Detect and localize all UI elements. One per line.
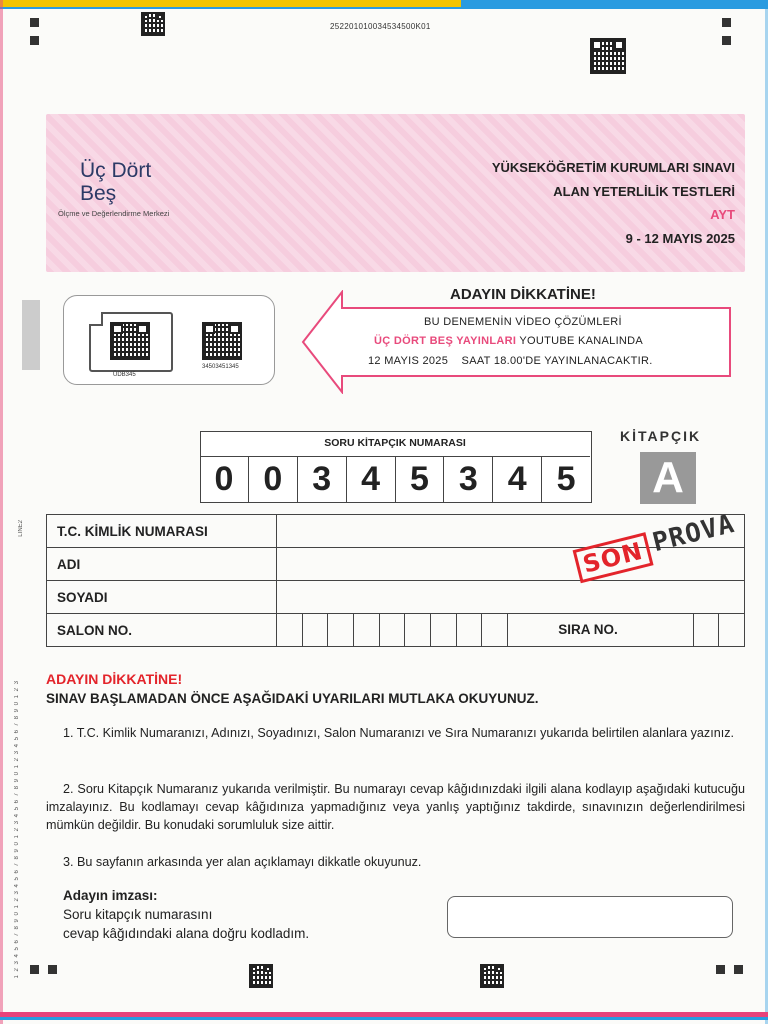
stamp-prova: PROVA [649, 508, 738, 559]
signature-line1: Soru kitapçık numarasını [63, 907, 213, 922]
form-row [47, 581, 745, 614]
surname-field[interactable] [277, 581, 745, 614]
registration-mark [30, 18, 39, 27]
signature-line2: cevap kâğıdındaki alana doğru kodladım. [63, 926, 310, 941]
document-code: 252201010034534500K01 [330, 22, 431, 31]
notice-line2-rest: YOUTUBE KANALINDA [519, 335, 644, 347]
side-numbers: 1 2 3 4 5 6 7 8 9 0 1 2 3 4 5 6 7 8 9 0 1 2 3 4 5 6 7 8 9 0 1 2 3 4 5 6 7 8 9 0 1 2 3 [14, 680, 20, 979]
publisher-name: ÜÇ DÖRT BEŞ YAYINLARI [374, 335, 517, 347]
booklet-type-letter: A [640, 452, 696, 504]
exam-name: YÜKSEKÖĞRETİM KURUMLARI SINAVI [491, 160, 735, 175]
surname-label: SOYADI [47, 581, 277, 614]
bottom-blue-bar [0, 1017, 768, 1020]
qr-code-icon [141, 12, 165, 36]
left-edge-mark [0, 0, 3, 1024]
salon-cells [277, 614, 744, 646]
logo-text: Üç Dört [80, 159, 152, 182]
warning-item-3 [46, 853, 745, 871]
booklet-digits [200, 456, 590, 502]
salon-cell[interactable] [457, 614, 483, 646]
warnings-subtitle: SINAV BAŞLAMADAN ÖNCE AŞAĞIDAKİ UYARILARI MUTLAKA OKUYUNUZ. [46, 691, 539, 706]
side-code: LINE2 [18, 520, 24, 537]
registration-mark [722, 18, 731, 27]
booklet-digit: 5 [396, 457, 445, 502]
top-color-bar [0, 0, 768, 7]
salon-cell[interactable] [380, 614, 406, 646]
qr-code-icon [590, 38, 626, 74]
exam-date: 9 - 12 MAYIS 2025 [625, 231, 735, 246]
booklet-number-label: SORU KİTAPÇIK NUMARASI [324, 437, 466, 449]
salon-cell[interactable] [354, 614, 380, 646]
warning-item-1 [46, 724, 745, 742]
registration-mark [716, 965, 725, 974]
salon-cell[interactable] [405, 614, 431, 646]
logo-line2: Beş [80, 182, 117, 205]
logo-subtitle: Ölçme ve Değerlendirme Merkezi [58, 209, 170, 218]
sira-label: SIRA NO. [558, 622, 618, 637]
warnings-title: ADAYIN DİKKATİNE! [46, 671, 183, 687]
salon-field[interactable] [277, 614, 745, 647]
salon-cell[interactable] [303, 614, 329, 646]
qr-code-icon [249, 964, 273, 988]
warning-item-2 [46, 780, 745, 834]
signature-box[interactable] [447, 896, 733, 938]
registration-mark [48, 965, 57, 974]
card-number: 34503451345 [202, 364, 239, 370]
tc-label: T.C. KİMLİK NUMARASI [47, 515, 277, 548]
qr-code-icon [110, 322, 150, 360]
notice-title: ADAYIN DİKKATİNE! [450, 286, 596, 303]
salon-cell[interactable] [277, 614, 303, 646]
side-gray-mark [22, 300, 40, 370]
registration-mark [30, 965, 39, 974]
name-label: ADI [47, 548, 277, 581]
signature-title: Adayın imzası: [63, 888, 158, 903]
registration-mark [722, 36, 731, 45]
booklet-digit: 5 [556, 460, 576, 498]
logo-line1 [80, 160, 151, 181]
sira-cell[interactable] [719, 614, 744, 646]
salon-label: SALON NO. [47, 614, 277, 647]
booklet-digit: 4 [493, 457, 542, 502]
warning-text: 1. T.C. Kimlik Numaranızı, Adınızı, Soyadınızı, Salon Numaranızı ve Sıra Numaranızı yukarıda belirtilen alanlara yazınız. [63, 726, 735, 740]
sira-cell[interactable] [668, 614, 694, 646]
sira-cell[interactable] [694, 614, 720, 646]
notice-line2 [374, 335, 643, 347]
qr-code-icon [480, 964, 504, 988]
notice-line1: BU DENEMENİN VİDEO ÇÖZÜMLERİ [424, 316, 622, 328]
salon-cell[interactable] [328, 614, 354, 646]
sim-card-notch [89, 312, 103, 326]
stamp-son: SON [573, 532, 654, 583]
qr-code-icon [202, 322, 242, 360]
warning-text: 2. Soru Kitapçık Numaranız yukarıda verilmiştir. Bu numarayı cevap kâğıdınızdaki ilgili alana kodlayıp aşağıdaki kutucuğu imzalayınız. Bu kodlamayı cevap kâğıdınıza yapmadığınız veya yanlış yaptığınız takdirde, sınavınızın değerlendirilmesi mümkün değildir. Bu konudaki sorumluluk size aittir. [46, 782, 745, 832]
booklet-digit: 3 [298, 457, 347, 502]
form-row [47, 614, 745, 647]
exam-code: AYT [710, 207, 735, 222]
warning-text: 3. Bu sayfanın arkasında yer alan açıklamayı dikkatle okuyunuz. [63, 855, 422, 869]
booklet-digit: 3 [444, 457, 493, 502]
registration-mark [30, 36, 39, 45]
exam-subname: ALAN YETERLİLİK TESTLERİ [553, 184, 735, 199]
booklet-digit: 0 [200, 457, 249, 502]
registration-mark [734, 965, 743, 974]
top-blue-line [0, 7, 768, 9]
card-code: ÜDB345 [113, 372, 136, 378]
booklet-digit: 4 [347, 457, 396, 502]
notice-line3: 12 MAYIS 2025 SAAT 18.00'DE YAYINLANACAKTIR. [368, 355, 653, 367]
salon-cell[interactable] [482, 614, 508, 646]
booklet-digit: 0 [249, 457, 298, 502]
salon-cell[interactable] [431, 614, 457, 646]
booklet-type-label: KİTAPÇIK [620, 428, 702, 444]
